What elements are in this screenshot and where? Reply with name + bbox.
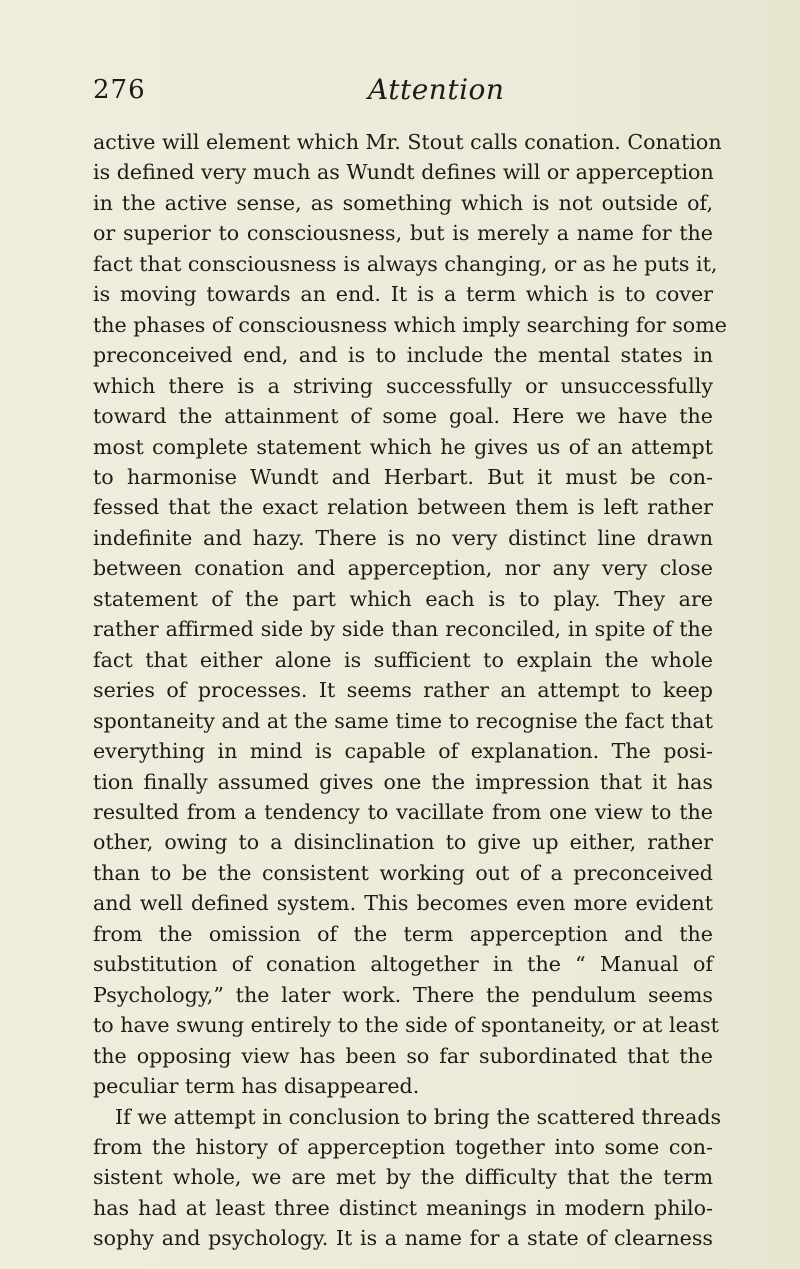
text-line: and well defined system. This becomes even more evident <box>93 891 713 916</box>
paragraph-end-line: peculiar term has disappeared. <box>93 1074 420 1099</box>
text-line: tion finally assumed gives one the impression that it has <box>93 769 713 794</box>
text-line: from the omission of the term apperception and the <box>93 921 713 946</box>
text-line: fact that consciousness is always changing, or as he puts it, <box>93 251 718 276</box>
text-line: has had at least three distinct meanings in modern philo- <box>93 1195 713 1220</box>
text-line: resulted from a tendency to vacillate from one view to the <box>93 799 713 824</box>
text-line: preconceived end, and is to include the mental states in <box>93 343 713 368</box>
body-text <box>93 127 727 1254</box>
text-line: rather affirmed side by side than reconciled, in spite of the <box>93 617 713 642</box>
text-line: or superior to consciousness, but is merely a name for the <box>93 221 713 246</box>
text-line: than to be the consistent working out of a preconceived <box>93 860 713 885</box>
text-line: the opposing view has been so far subordinated that the <box>93 1043 713 1068</box>
text-line: everything in mind is capable of explanation. The posi- <box>93 739 713 764</box>
text-line: in the active sense, as something which is not outside of, <box>93 190 713 215</box>
page-number: 276 <box>93 75 146 105</box>
text-line: is defined very much as Wundt defines will or apperception <box>93 160 714 185</box>
running-head: Attention <box>368 73 505 106</box>
text-line: fact that either alone is sufficient to explain the whole <box>93 647 713 672</box>
text-line: sophy and psychology. It is a name for a state of clearness <box>93 1226 713 1251</box>
text-line: from the history of apperception together into some con- <box>93 1134 713 1159</box>
paragraph-start-line: If we attempt in conclusion to bring the scattered threads <box>115 1104 722 1129</box>
text-line: Psychology,” the later work. There the pendulum seems <box>93 982 713 1007</box>
text-line: to have swung entirely to the side of spontaneity, or at least <box>93 1013 719 1038</box>
text-line: other, owing to a disinclination to give up either, rather <box>93 830 713 855</box>
page-header <box>93 70 713 110</box>
text-line: which there is a striving successfully or unsuccessfully <box>93 373 713 398</box>
text-line: most complete statement which he gives us of an attempt <box>93 434 713 459</box>
text-line: the phases of consciousness which imply searching for some <box>93 312 727 337</box>
text-line: fessed that the exact relation between them is left rather <box>93 495 713 520</box>
text-line: substitution of conation altogether in the “ Manual of <box>93 952 713 977</box>
text-line: statement of the part which each is to play. They are <box>93 586 713 611</box>
text-line: to harmonise Wundt and Herbart. But it must be con- <box>93 464 713 489</box>
text-line: between conation and apperception, nor any very close <box>93 556 713 581</box>
text-line: sistent whole, we are met by the difficulty that the term <box>93 1165 713 1190</box>
text-line: series of processes. It seems rather an attempt to keep <box>93 678 713 703</box>
text-line: spontaneity and at the same time to recognise the fact that <box>93 708 713 733</box>
text-line: indefinite and hazy. There is no very distinct line drawn <box>93 525 713 550</box>
text-line: is moving towards an end. It is a term which is to cover <box>93 282 713 307</box>
text-line: active will element which Mr. Stout calls conation. Conation <box>93 130 722 154</box>
text-line: toward the attainment of some goal. Here we have the <box>93 404 713 429</box>
